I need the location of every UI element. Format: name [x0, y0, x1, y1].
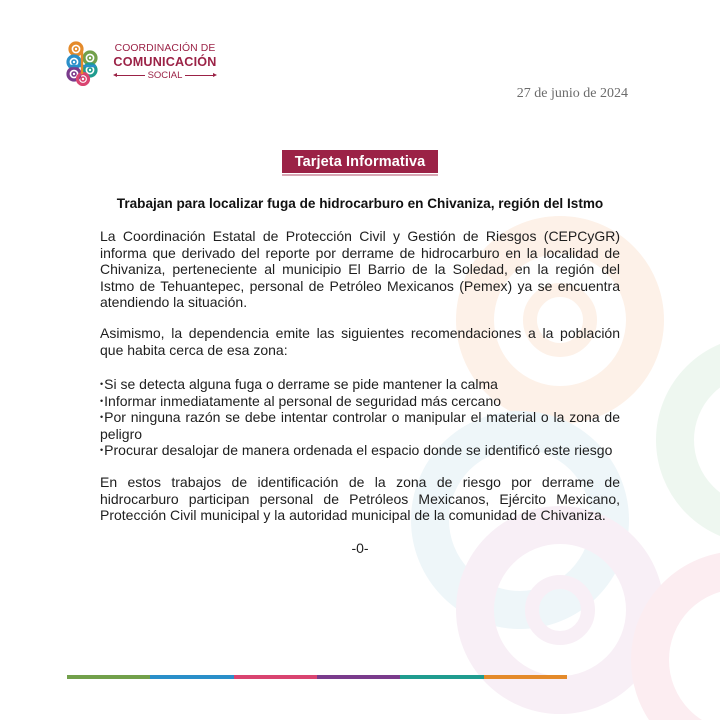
- list-item-text: Procurar desalojar de manera ordenada el espacio donde se identificó este riesgo: [104, 442, 613, 459]
- color-bar-segment: [234, 675, 317, 679]
- logo-line-3-text: SOCIAL: [147, 70, 183, 81]
- publication-date: 27 de junio de 2024: [516, 86, 628, 101]
- color-bar-segment: [400, 675, 483, 679]
- color-bar-segment: [317, 675, 400, 679]
- recommendations-list: [100, 376, 620, 459]
- end-mark: -0-: [351, 540, 369, 556]
- color-bar-segment: [67, 675, 150, 679]
- paragraph-2: Asimismo, la dependencia emite las siguientes recomendaciones a la población que habita cerca de esa zona:: [100, 325, 620, 358]
- bullet-icon: •: [100, 412, 104, 423]
- list-item-text: Si se detecta alguna fuga o derrame se pide mantener la calma: [104, 376, 498, 392]
- color-bar-segment: [150, 675, 233, 679]
- paragraph-3: En estos trabajos de identificación de la zona de riesgo por derrame de hidrocarburo participan personal de Petróleos Mexicanos, Ejército Mexicano, Protección Civil municipal y la autoridad municipal de la comunidad de Chivaniza.: [100, 474, 620, 524]
- arrow-left-icon: [115, 75, 145, 76]
- logo-line-1: COORDINACIÓN DE: [114, 43, 216, 54]
- watermark-ring-pink: [650, 570, 720, 720]
- list-item-text: Informar inmediatamente al personal de seguridad más cercano: [104, 392, 502, 409]
- logo-line-3: [106, 70, 224, 81]
- logo-line-2: COMUNICACIÓN: [113, 55, 217, 69]
- logo: [66, 40, 226, 86]
- document-type-label: Tarjeta Informativa: [294, 153, 426, 170]
- article-title: Trabajan para localizar fuga de hidrocarburo en Chivaniza, región del Istmo: [116, 196, 604, 211]
- watermark-ring-green: [675, 355, 720, 525]
- list-item: [100, 409, 620, 442]
- document-type-badge: [282, 150, 438, 173]
- list-item: [100, 376, 620, 393]
- bullet-icon: •: [100, 395, 104, 406]
- paragraph-1: La Coordinación Estatal de Protección Civil y Gestión de Riesgos (CEPCyGR) informa que derivado del reporte por derrame de hidrocarburo en la localidad de Chivaniza, perteneciente al municipio El Barrio de la Soledad, en la región del Istmo de Tehuantepec, personal de Petróleo Mexicanos (Pemex) ya se encuentra atendiendo la situación.: [100, 228, 620, 311]
- arrow-right-icon: [185, 75, 215, 76]
- bullet-icon: •: [100, 379, 104, 389]
- list-item-text: Por ninguna razón se debe intentar controlar o manipular el material o la zona de peligro: [100, 409, 620, 442]
- footer-color-bar: [67, 675, 567, 679]
- list-item: [100, 393, 620, 410]
- logo-knot-icon: [66, 40, 100, 86]
- logo-wordmark: [106, 43, 224, 81]
- color-bar-segment: [484, 675, 567, 679]
- list-item: [100, 442, 620, 459]
- bullet-icon: •: [100, 445, 104, 456]
